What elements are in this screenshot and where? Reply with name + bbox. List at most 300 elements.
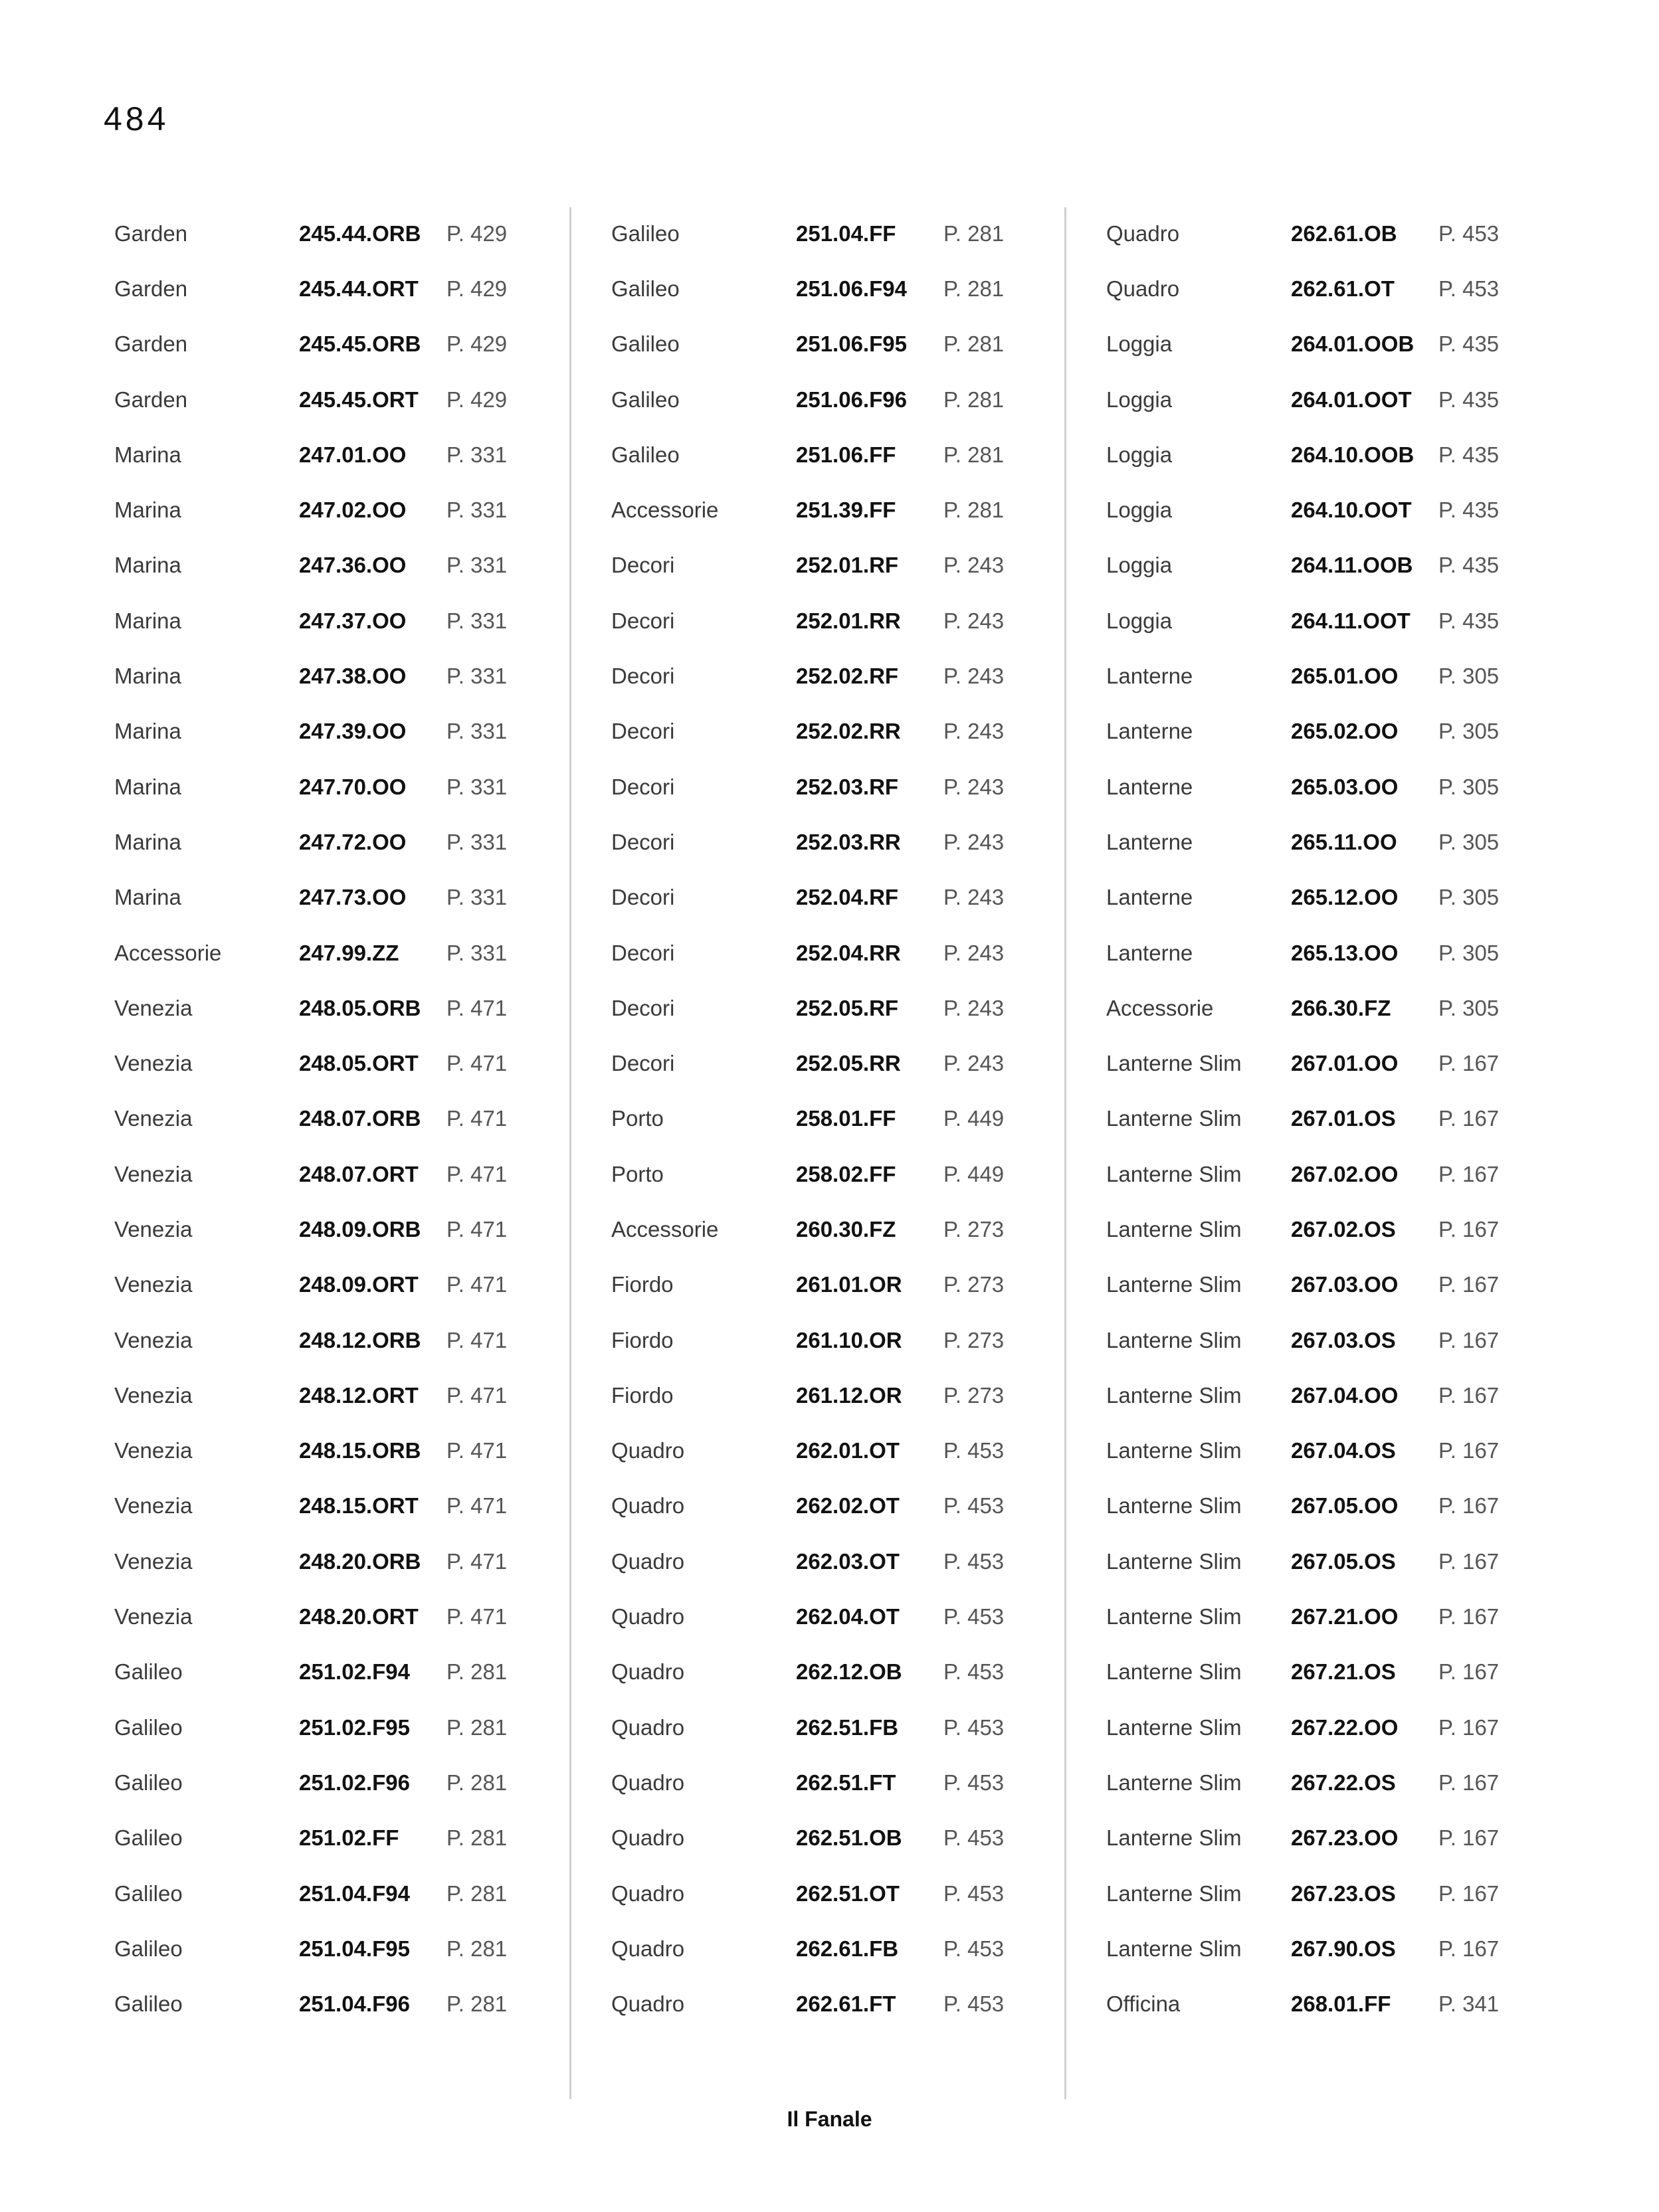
- index-row: [114, 980, 539, 1036]
- product-name: Decori: [611, 940, 675, 965]
- index-row: [1106, 925, 1531, 980]
- product-code: 247.02.OO: [299, 498, 407, 523]
- product-name: Loggia: [1106, 553, 1173, 578]
- index-row: [611, 1755, 1036, 1810]
- index-row: [1106, 759, 1531, 814]
- product-code: 248.07.ORB: [299, 1106, 421, 1131]
- product-code: 247.36.OO: [299, 553, 407, 578]
- page-reference: P. 453: [943, 1714, 1005, 1740]
- product-code: 267.03.OS: [1291, 1327, 1396, 1352]
- index-row: [611, 317, 1036, 372]
- page-reference: P. 435: [1438, 442, 1500, 467]
- page-reference: P. 471: [446, 1106, 508, 1131]
- product-code: 267.23.OS: [1291, 1881, 1396, 1906]
- product-name: Marina: [114, 608, 181, 633]
- product-code: 267.21.OS: [1291, 1659, 1396, 1685]
- index-row: [611, 1368, 1036, 1423]
- product-code: 248.15.ORB: [299, 1438, 421, 1463]
- page-reference: P. 471: [446, 1548, 508, 1574]
- product-name: Lanterne Slim: [1106, 1493, 1242, 1519]
- product-name: Lanterne: [1106, 885, 1193, 910]
- product-code: 262.03.OT: [796, 1548, 900, 1574]
- page-reference: P. 449: [943, 1106, 1005, 1131]
- index-row: [1106, 980, 1531, 1036]
- page-reference: P. 273: [943, 1216, 1005, 1242]
- product-code: 262.01.OT: [796, 1438, 900, 1463]
- page-reference: P. 281: [943, 331, 1005, 357]
- page-reference: P. 305: [1438, 664, 1500, 689]
- product-code: 267.01.OO: [1291, 1051, 1399, 1076]
- product-name: Galileo: [611, 276, 680, 301]
- product-code: 264.10.OOT: [1291, 498, 1412, 523]
- index-row: [1106, 538, 1531, 593]
- product-name: Venezia: [114, 1272, 193, 1297]
- page-reference: P. 429: [446, 331, 508, 357]
- index-row: [1106, 1368, 1531, 1423]
- product-code: 268.01.FF: [1291, 1991, 1391, 2017]
- page-reference: P. 305: [1438, 940, 1500, 965]
- page-reference: P. 305: [1438, 995, 1500, 1020]
- page-reference: P. 281: [446, 1881, 508, 1906]
- index-row: [1106, 261, 1531, 316]
- product-name: Marina: [114, 553, 181, 578]
- index-row: [114, 1866, 539, 1921]
- product-name: Porto: [611, 1161, 664, 1186]
- index-row: [114, 593, 539, 648]
- product-name: Fiordo: [611, 1327, 674, 1352]
- product-name: Venezia: [114, 1216, 193, 1242]
- product-code: 252.01.RR: [796, 608, 901, 633]
- product-code: 251.04.FF: [796, 221, 896, 246]
- footer-brand: Il Fanale: [787, 2107, 872, 2131]
- page-reference: P. 453: [943, 1881, 1005, 1906]
- product-code: 251.06.F94: [796, 276, 907, 301]
- page-reference: P. 331: [446, 829, 508, 854]
- page-reference: P. 243: [943, 553, 1005, 578]
- page-reference: P. 453: [943, 1438, 1005, 1463]
- page-reference: P. 167: [1438, 1770, 1500, 1795]
- product-code: 267.22.OS: [1291, 1770, 1396, 1795]
- product-code: 266.30.FZ: [1291, 995, 1391, 1020]
- index-row: [1106, 704, 1531, 759]
- index-row: [611, 980, 1036, 1036]
- index-row: [611, 1202, 1036, 1257]
- page-reference: P. 453: [943, 1936, 1005, 1961]
- page-reference: P. 453: [943, 1659, 1005, 1685]
- product-code: 252.02.RR: [796, 719, 901, 744]
- page-reference: P. 331: [446, 940, 508, 965]
- product-code: 261.12.OR: [796, 1382, 902, 1408]
- product-name: Garden: [114, 331, 188, 357]
- product-code: 248.09.ORT: [299, 1272, 419, 1297]
- index-row: [114, 1700, 539, 1755]
- page-reference: P. 471: [446, 1604, 508, 1629]
- index-row: [114, 1202, 539, 1257]
- product-code: 267.03.OO: [1291, 1272, 1399, 1297]
- product-name: Venezia: [114, 1051, 193, 1076]
- index-row: [1106, 1700, 1531, 1755]
- page-reference: P. 331: [446, 498, 508, 523]
- page-reference: P. 167: [1438, 1825, 1500, 1851]
- index-row: [611, 648, 1036, 703]
- index-row: [114, 759, 539, 814]
- page-reference: P. 281: [943, 387, 1005, 412]
- product-name: Decori: [611, 885, 675, 910]
- page-reference: P. 167: [1438, 1382, 1500, 1408]
- product-name: Lanterne Slim: [1106, 1161, 1242, 1186]
- index-row: [611, 925, 1036, 980]
- index-row: [114, 1036, 539, 1091]
- page-reference: P. 281: [446, 1825, 508, 1851]
- index-row: [611, 1645, 1036, 1700]
- index-row: [114, 1313, 539, 1368]
- page-reference: P. 243: [943, 719, 1005, 744]
- product-code: 247.73.OO: [299, 885, 407, 910]
- index-row: [1106, 648, 1531, 703]
- product-name: Garden: [114, 221, 188, 246]
- product-code: 252.04.RF: [796, 885, 899, 910]
- product-name: Garden: [114, 276, 188, 301]
- product-name: Venezia: [114, 1106, 193, 1131]
- page-reference: P. 281: [943, 221, 1005, 246]
- index-row: [114, 1147, 539, 1202]
- index-row: [611, 1977, 1036, 2032]
- index-row: [611, 1921, 1036, 1976]
- page-reference: P. 273: [943, 1327, 1005, 1352]
- page-reference: P. 435: [1438, 553, 1500, 578]
- page-reference: P. 331: [446, 664, 508, 689]
- page-reference: P. 243: [943, 995, 1005, 1020]
- product-code: 245.44.ORB: [299, 221, 421, 246]
- product-code: 247.01.OO: [299, 442, 407, 467]
- product-name: Fiordo: [611, 1272, 674, 1297]
- product-code: 262.61.FB: [796, 1936, 899, 1961]
- product-name: Galileo: [611, 442, 680, 467]
- page-reference: P. 453: [1438, 276, 1500, 301]
- product-name: Decori: [611, 829, 675, 854]
- product-code: 262.61.OB: [1291, 221, 1397, 246]
- index-row: [1106, 206, 1531, 261]
- index-row: [1106, 482, 1531, 537]
- index-row: [611, 1534, 1036, 1589]
- index-row: [114, 1257, 539, 1313]
- product-name: Galileo: [611, 387, 680, 412]
- product-code: 252.04.RR: [796, 940, 901, 965]
- page-reference: P. 429: [446, 387, 508, 412]
- index-row: [1106, 317, 1531, 372]
- product-code: 248.20.ORB: [299, 1548, 421, 1574]
- product-code: 248.09.ORB: [299, 1216, 421, 1242]
- product-code: 248.05.ORT: [299, 1051, 419, 1076]
- index-row: [611, 1257, 1036, 1313]
- product-name: Venezia: [114, 1438, 193, 1463]
- column-divider-1: [569, 207, 571, 2099]
- product-code: 267.90.OS: [1291, 1936, 1396, 1961]
- product-code: 264.10.OOB: [1291, 442, 1415, 467]
- index-row: [114, 1534, 539, 1589]
- page-reference: P. 453: [1438, 221, 1500, 246]
- product-name: Quadro: [611, 1659, 685, 1685]
- page-reference: P. 305: [1438, 719, 1500, 744]
- product-name: Lanterne Slim: [1106, 1051, 1242, 1076]
- page-reference: P. 453: [943, 1493, 1005, 1519]
- index-row: [114, 704, 539, 759]
- index-row: [114, 427, 539, 482]
- product-name: Lanterne Slim: [1106, 1881, 1242, 1906]
- index-row: [1106, 1424, 1531, 1479]
- index-row: [611, 1091, 1036, 1147]
- product-name: Galileo: [114, 1770, 183, 1795]
- page-reference: P. 331: [446, 442, 508, 467]
- index-row: [611, 372, 1036, 427]
- page-reference: P. 167: [1438, 1881, 1500, 1906]
- product-code: 252.03.RF: [796, 774, 899, 799]
- index-row: [114, 925, 539, 980]
- product-name: Galileo: [114, 1659, 183, 1685]
- page-reference: P. 305: [1438, 774, 1500, 799]
- product-name: Lanterne: [1106, 719, 1193, 744]
- page-reference: P. 167: [1438, 1493, 1500, 1519]
- page-reference: P. 471: [446, 1161, 508, 1186]
- index-row: [611, 593, 1036, 648]
- page-reference: P. 243: [943, 940, 1005, 965]
- page-reference: P. 331: [446, 553, 508, 578]
- page-reference: P. 167: [1438, 1161, 1500, 1186]
- page-reference: P. 435: [1438, 608, 1500, 633]
- product-code: 265.13.OO: [1291, 940, 1399, 965]
- index-row: [611, 206, 1036, 261]
- index-row: [114, 1424, 539, 1479]
- index-row: [1106, 1811, 1531, 1866]
- product-code: 252.03.RR: [796, 829, 901, 854]
- product-code: 262.02.OT: [796, 1493, 900, 1519]
- index-row: [114, 1977, 539, 2032]
- index-row: [1106, 593, 1531, 648]
- index-row: [611, 1700, 1036, 1755]
- index-row: [114, 870, 539, 925]
- product-name: Quadro: [611, 1825, 685, 1851]
- index-row: [1106, 1866, 1531, 1921]
- product-code: 261.10.OR: [796, 1327, 902, 1352]
- index-row: [1106, 1091, 1531, 1147]
- page-reference: P. 453: [943, 1604, 1005, 1629]
- product-name: Loggia: [1106, 387, 1173, 412]
- product-code: 251.06.FF: [796, 442, 896, 467]
- product-code: 252.01.RF: [796, 553, 899, 578]
- index-row: [611, 427, 1036, 482]
- index-row: [114, 1811, 539, 1866]
- product-code: 264.11.OOB: [1291, 553, 1413, 578]
- product-code: 267.02.OO: [1291, 1161, 1399, 1186]
- index-row: [114, 1368, 539, 1423]
- page-reference: P. 273: [943, 1382, 1005, 1408]
- product-name: Lanterne Slim: [1106, 1825, 1242, 1851]
- page-reference: P. 281: [446, 1714, 508, 1740]
- page-reference: P. 453: [943, 1825, 1005, 1851]
- index-row: [1106, 1921, 1531, 1976]
- product-name: Lanterne Slim: [1106, 1327, 1242, 1352]
- index-row: [1106, 1645, 1531, 1700]
- product-name: Lanterne: [1106, 664, 1193, 689]
- product-name: Quadro: [611, 1714, 685, 1740]
- product-code: 248.12.ORB: [299, 1327, 421, 1352]
- product-name: Lanterne Slim: [1106, 1106, 1242, 1131]
- index-row: [611, 1036, 1036, 1091]
- index-row: [114, 261, 539, 316]
- product-name: Loggia: [1106, 608, 1173, 633]
- page-reference: P. 331: [446, 774, 508, 799]
- product-code: 258.01.FF: [796, 1106, 896, 1131]
- product-name: Marina: [114, 719, 181, 744]
- page-reference: P. 471: [446, 1216, 508, 1242]
- product-name: Accessorie: [114, 940, 222, 965]
- product-code: 251.02.F96: [299, 1770, 410, 1795]
- index-row: [1106, 870, 1531, 925]
- product-name: Loggia: [1106, 331, 1173, 357]
- index-column-3: [1106, 206, 1531, 2032]
- product-name: Porto: [611, 1106, 664, 1131]
- product-name: Venezia: [114, 1548, 193, 1574]
- product-name: Lanterne: [1106, 829, 1193, 854]
- product-code: 264.01.OOB: [1291, 331, 1415, 357]
- product-name: Quadro: [611, 1881, 685, 1906]
- product-name: Venezia: [114, 1604, 193, 1629]
- index-row: [1106, 1313, 1531, 1368]
- product-name: Quadro: [611, 1493, 685, 1519]
- product-code: 267.05.OS: [1291, 1548, 1396, 1574]
- product-name: Decori: [611, 774, 675, 799]
- page-reference: P. 449: [943, 1161, 1005, 1186]
- product-name: Lanterne Slim: [1106, 1272, 1242, 1297]
- product-code: 265.03.OO: [1291, 774, 1399, 799]
- product-code: 265.11.OO: [1291, 829, 1397, 854]
- index-column-2: [611, 206, 1036, 2032]
- page-reference: P. 281: [943, 442, 1005, 467]
- page-reference: P. 331: [446, 608, 508, 633]
- product-name: Decori: [611, 1051, 675, 1076]
- product-name: Marina: [114, 498, 181, 523]
- product-name: Quadro: [1106, 276, 1180, 301]
- product-name: Decori: [611, 664, 675, 689]
- index-row: [114, 482, 539, 537]
- page-reference: P. 167: [1438, 1604, 1500, 1629]
- page-reference: P. 243: [943, 885, 1005, 910]
- column-divider-2: [1064, 207, 1066, 2099]
- page-reference: P. 167: [1438, 1659, 1500, 1685]
- product-code: 262.51.FB: [796, 1714, 899, 1740]
- product-code: 265.02.OO: [1291, 719, 1399, 744]
- page-reference: P. 471: [446, 1382, 508, 1408]
- product-code: 251.02.FF: [299, 1825, 399, 1851]
- product-code: 247.72.OO: [299, 829, 407, 854]
- product-name: Quadro: [611, 1770, 685, 1795]
- product-code: 247.38.OO: [299, 664, 407, 689]
- index-row: [1106, 372, 1531, 427]
- index-row: [1106, 427, 1531, 482]
- product-code: 245.44.ORT: [299, 276, 419, 301]
- product-name: Decori: [611, 608, 675, 633]
- product-name: Galileo: [114, 1991, 183, 2017]
- page-reference: P. 429: [446, 221, 508, 246]
- product-code: 247.39.OO: [299, 719, 407, 744]
- index-row: [611, 1589, 1036, 1644]
- product-code: 262.51.OT: [796, 1881, 900, 1906]
- product-code: 267.04.OO: [1291, 1382, 1399, 1408]
- product-code: 251.04.F95: [299, 1936, 410, 1961]
- product-code: 265.01.OO: [1291, 664, 1399, 689]
- page-reference: P. 453: [943, 1548, 1005, 1574]
- index-row: [1106, 1479, 1531, 1534]
- product-code: 247.37.OO: [299, 608, 407, 633]
- page-reference: P. 281: [446, 1991, 508, 2017]
- product-code: 252.05.RR: [796, 1051, 901, 1076]
- page-reference: P. 281: [446, 1770, 508, 1795]
- product-name: Lanterne Slim: [1106, 1659, 1242, 1685]
- index-row: [611, 538, 1036, 593]
- index-row: [611, 814, 1036, 870]
- product-name: Accessorie: [611, 1216, 719, 1242]
- page-reference: P. 167: [1438, 1272, 1500, 1297]
- product-code: 267.23.OO: [1291, 1825, 1399, 1851]
- product-code: 248.20.ORT: [299, 1604, 419, 1629]
- product-name: Galileo: [611, 331, 680, 357]
- product-name: Lanterne: [1106, 774, 1193, 799]
- product-code: 251.06.F95: [796, 331, 907, 357]
- page-reference: P. 243: [943, 608, 1005, 633]
- page-reference: P. 243: [943, 1051, 1005, 1076]
- page-reference: P. 331: [446, 885, 508, 910]
- index-row: [611, 1313, 1036, 1368]
- product-name: Venezia: [114, 1382, 193, 1408]
- product-name: Loggia: [1106, 442, 1173, 467]
- product-name: Fiordo: [611, 1382, 674, 1408]
- page-reference: P. 471: [446, 995, 508, 1020]
- product-code: 251.02.F94: [299, 1659, 410, 1685]
- index-row: [114, 1091, 539, 1147]
- product-name: Marina: [114, 774, 181, 799]
- page-reference: P. 167: [1438, 1051, 1500, 1076]
- page-number: 484: [104, 100, 169, 138]
- page-reference: P. 453: [943, 1770, 1005, 1795]
- index-row: [1106, 1147, 1531, 1202]
- product-name: Lanterne Slim: [1106, 1714, 1242, 1740]
- product-code: 267.02.OS: [1291, 1216, 1396, 1242]
- product-name: Loggia: [1106, 498, 1173, 523]
- product-code: 261.01.OR: [796, 1272, 902, 1297]
- product-name: Lanterne: [1106, 940, 1193, 965]
- product-name: Lanterne Slim: [1106, 1548, 1242, 1574]
- index-row: [114, 1479, 539, 1534]
- product-code: 248.05.ORB: [299, 995, 421, 1020]
- product-code: 258.02.FF: [796, 1161, 896, 1186]
- product-name: Venezia: [114, 1493, 193, 1519]
- product-name: Marina: [114, 664, 181, 689]
- index-row: [114, 206, 539, 261]
- page-reference: P. 167: [1438, 1438, 1500, 1463]
- index-row: [611, 1479, 1036, 1534]
- page-reference: P. 435: [1438, 387, 1500, 412]
- page-reference: P. 471: [446, 1327, 508, 1352]
- product-name: Galileo: [611, 221, 680, 246]
- product-code: 252.05.RF: [796, 995, 899, 1020]
- product-code: 262.61.OT: [1291, 276, 1395, 301]
- product-name: Quadro: [611, 1438, 685, 1463]
- page-reference: P. 273: [943, 1272, 1005, 1297]
- product-name: Quadro: [1106, 221, 1180, 246]
- product-code: 262.51.FT: [796, 1770, 896, 1795]
- page-reference: P. 167: [1438, 1548, 1500, 1574]
- index-row: [1106, 1589, 1531, 1644]
